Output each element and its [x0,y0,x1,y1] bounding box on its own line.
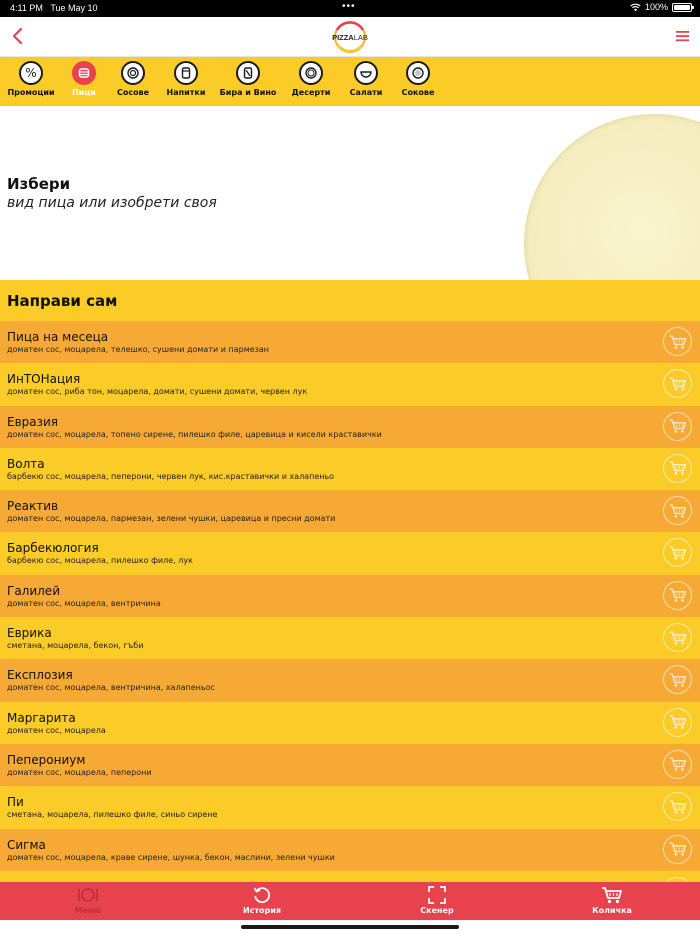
pizza-ingredients: доматен сос, моцарела, пармезан, зелени чушки, царевица и пресни домати [7,514,336,524]
bottom-tab-bar [0,882,700,920]
pizza-row[interactable] [0,448,700,490]
pizza-row[interactable] [0,702,700,744]
pizza-row[interactable] [0,871,700,882]
pizza-dough-image [524,114,700,280]
pizza-ingredients: доматен сос, моцарела, вентричина [7,598,161,608]
pizza-name: Експлозия [7,668,73,683]
add-to-cart-icon[interactable] [663,454,692,483]
category-label: Бира и Вино [219,88,277,97]
tab-history[interactable] [222,885,302,915]
section-header[interactable] [0,280,700,321]
nav-bar [0,17,700,57]
wifi-icon [630,3,641,12]
category-label: Промоции [7,88,55,97]
category-label: Сосове [116,88,150,97]
hero-title: Избери [7,175,71,193]
pizza-name: Маргарита [7,710,76,725]
category-label: Сокове [401,88,435,97]
add-to-cart-icon[interactable] [663,708,692,737]
pizza-row[interactable] [0,532,700,574]
juice-icon [406,61,430,85]
category-sauces[interactable] [113,61,153,103]
history-icon [252,885,272,905]
pizza-row[interactable] [0,786,700,828]
pizza-ingredients: доматен сос, риба тон, моцарела, домати, сушени домати, червен лук [7,387,308,397]
status-indicators [630,2,692,12]
sauce-icon [121,61,145,85]
category-juices[interactable] [398,61,438,103]
pizza-name: Еврика [7,626,52,641]
dessert-icon [299,61,323,85]
status-bar [0,0,700,17]
salad-icon [354,61,378,85]
category-beer-wine[interactable] [219,61,277,103]
tab-menu[interactable] [48,885,128,915]
category-label: Десерти [291,88,331,97]
add-to-cart-icon[interactable] [663,369,692,398]
pizza-row[interactable] [0,363,700,405]
pizza-icon [72,61,96,85]
add-to-cart-icon[interactable] [663,496,692,525]
pizza-ingredients: доматен сос, моцарела, вентричина, халапеньос [7,683,215,693]
category-salads[interactable] [346,61,386,103]
section-title: Направи сам [7,292,118,310]
pizza-name: Волта [7,456,45,471]
category-desserts[interactable] [289,61,333,103]
add-to-cart-icon[interactable] [663,665,692,694]
status-time: 4:11 PM Tue May 10 [10,3,98,13]
cart-icon [601,885,623,905]
battery-percent: 100% [644,2,668,12]
home-indicator-pill[interactable] [241,925,459,929]
pizza-ingredients: барбекю сос, моцарела, пилешко филе, лук [7,556,193,566]
add-to-cart-icon[interactable] [663,581,692,610]
tab-label: История [242,906,282,915]
pizza-row[interactable] [0,321,700,363]
battery-icon [672,3,692,12]
pizza-name: Галилей [7,583,60,598]
hero-banner [0,106,700,280]
category-drinks[interactable] [165,61,207,103]
logo-text: PIZZALAB [332,33,368,42]
add-to-cart-icon[interactable] [663,750,692,779]
pizza-name: Реактив [7,499,59,514]
pizza-name: Сигма [7,837,46,852]
add-to-cart-icon[interactable] [663,327,692,356]
add-to-cart-icon[interactable] [663,792,692,821]
add-to-cart-icon[interactable] [663,835,692,864]
pizza-row[interactable] [0,575,700,617]
category-label: Напитки [166,88,206,97]
category-pizzas[interactable] [64,61,104,103]
drink-icon [174,61,198,85]
pizza-row[interactable] [0,617,700,659]
pizza-ingredients: доматен сос, моцарела, краве сирене, шунка, бекон, маслини, зелени чушки [7,852,335,862]
home-indicator [0,920,700,934]
pizza-name: ИнТОНация [7,372,81,387]
beer-icon [236,61,260,85]
tab-cart[interactable] [572,885,652,915]
scanner-icon [427,885,447,905]
pizza-name: Барбекюлогия [7,541,99,556]
category-label: Пици [72,88,96,97]
pizza-row[interactable] [0,829,700,871]
pizza-name: Евразия [7,414,59,429]
category-label: Салати [349,88,383,97]
pizza-row[interactable] [0,659,700,701]
pizza-name: Пи [7,795,24,810]
pizza-list [0,321,700,882]
percent-icon: % [19,61,43,85]
pizza-ingredients: доматен сос, моцарела [7,725,106,735]
add-to-cart-icon[interactable] [663,412,692,441]
pizza-row[interactable] [0,406,700,448]
pizza-ingredients: доматен сос, моцарела, пеперони [7,767,152,777]
back-chevron-icon[interactable] [8,25,30,47]
pizza-ingredients: доматен сос, моцарела, телешко, сушени домати и пармезан [7,345,270,354]
category-promotions[interactable] [7,61,55,103]
pizza-ingredients: сметана, моцарела, пилешко филе, синьо сирене [7,810,218,820]
pizza-row[interactable] [0,490,700,532]
pizza-row[interactable] [0,744,700,786]
cutlery-icon [77,885,99,905]
pizzalab-logo [326,20,374,54]
tab-label: Скенер [420,906,454,915]
pizza-ingredients: барбекю сос, моцарела, пеперони, червен лук, кис.краставички и халапеньо [7,471,335,481]
add-to-cart-icon[interactable] [663,623,692,652]
tab-scanner[interactable] [397,885,477,915]
multitasking-dots-icon[interactable]: ••• [342,1,356,12]
pizza-ingredients: сметана, моцарела, бекон, гъби [7,641,144,651]
tab-label: Количка [592,906,632,915]
category-bar [0,57,700,106]
hamburger-menu-icon[interactable] [674,27,692,45]
pizza-name: Пица на месеца [7,330,109,344]
hero-subtitle: вид пица или изобрети своя [7,195,217,211]
pizza-name: Пеперониум [7,752,86,767]
add-to-cart-icon[interactable] [663,538,692,567]
tab-label: Меню [74,906,102,915]
pizza-ingredients: доматен сос, моцарела, топено сирене, пилешко филе, царевица и кисели краставички [7,429,382,439]
